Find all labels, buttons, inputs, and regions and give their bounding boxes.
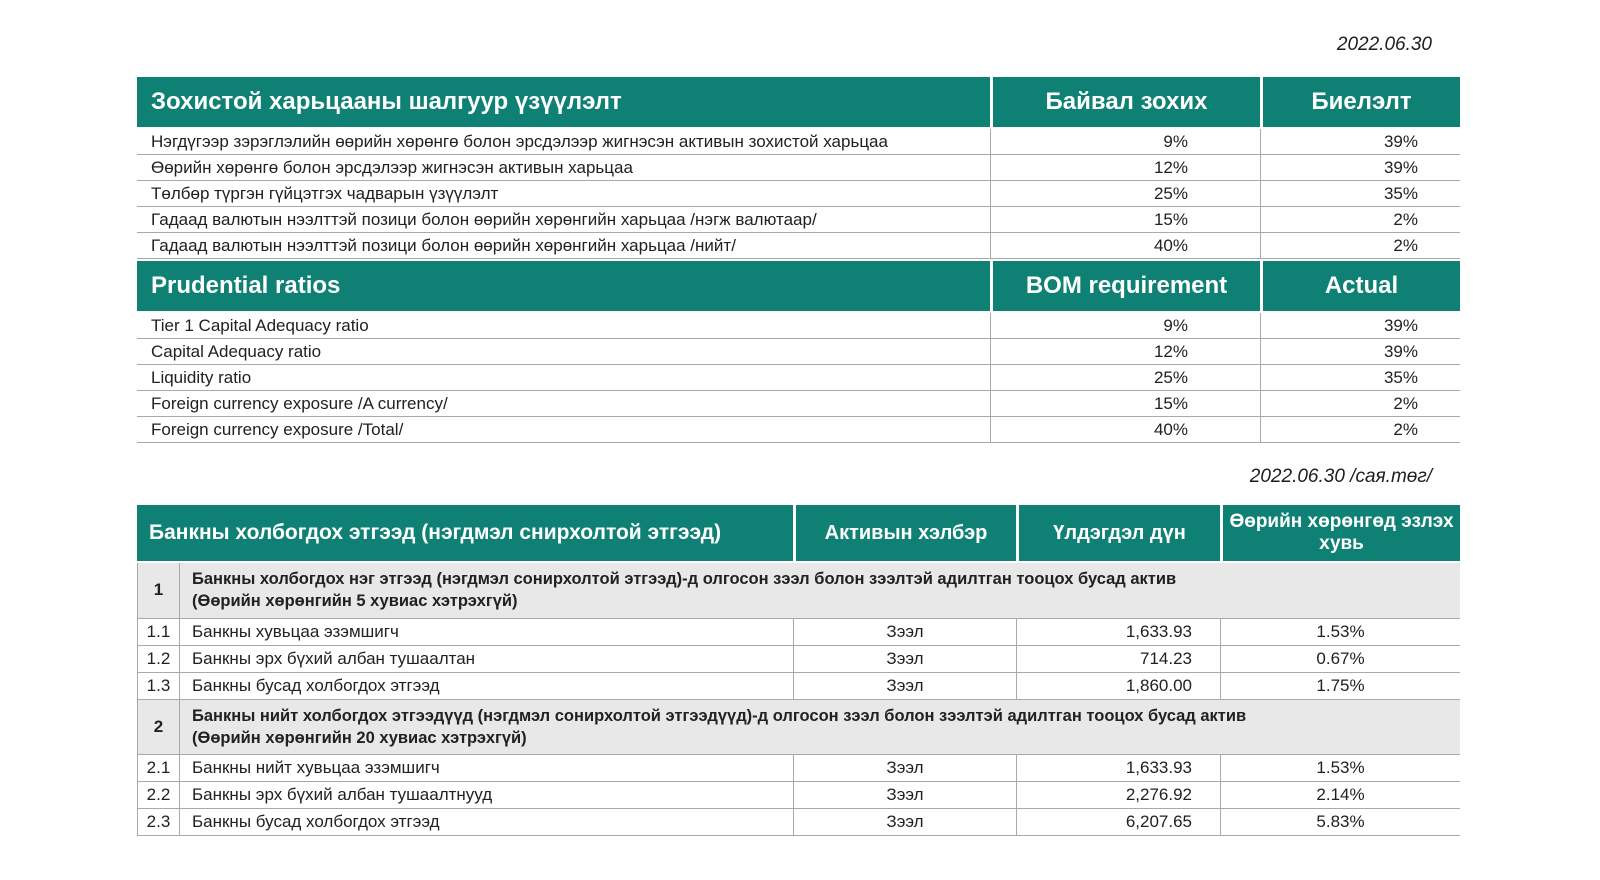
table-row	[137, 207, 1460, 233]
table-row	[137, 619, 1460, 646]
group-title	[180, 700, 1460, 756]
asset-type: Зээл	[793, 755, 1016, 782]
table-row	[137, 809, 1460, 836]
table-row	[137, 155, 1460, 181]
actual-value: 2%	[1260, 233, 1460, 259]
asset-type: Зээл	[793, 782, 1016, 809]
ratio-label: Гадаад валютын нээлттэй позици болон өөрийн хөрөнгийн харьцаа /нэгж валютаар/	[137, 207, 990, 233]
column-header-balance: Үлдэгдэл дүн	[1016, 503, 1220, 563]
actual-value: 2%	[1260, 417, 1460, 443]
row-number: 1.2	[137, 646, 180, 673]
column-header-actual-en: Actual	[1260, 259, 1460, 313]
required-value: 12%	[990, 155, 1260, 181]
table-row	[137, 391, 1460, 417]
group-number: 2	[137, 700, 180, 756]
party-label: Банкны нийт хувьцаа эзэмшигч	[180, 755, 793, 782]
table-header-row	[137, 503, 1460, 563]
balance-amount: 1,633.93	[1016, 619, 1220, 646]
required-value: 25%	[990, 365, 1260, 391]
ratio-label: Өөрийн хөрөнгө болон эрсдэлээр жигнэсэн активын харьцаа	[137, 155, 990, 181]
asset-type: Зээл	[793, 673, 1016, 700]
ratio-label: Нэгдүгээр зэрэглэлийн өөрийн хөрөнгө болон эрсдэлээр жигнэсэн активын зохистой харьцаа	[137, 129, 990, 155]
party-label: Банкны эрх бүхий албан тушаалтан	[180, 646, 793, 673]
equity-share: 0.67%	[1220, 646, 1460, 673]
required-value: 15%	[990, 391, 1260, 417]
table-header-row	[137, 259, 1460, 313]
row-number: 1.3	[137, 673, 180, 700]
table-row	[137, 339, 1460, 365]
equity-share: 1.75%	[1220, 673, 1460, 700]
actual-value: 2%	[1260, 207, 1460, 233]
column-header-actual-mn: Биелэлт	[1260, 75, 1460, 129]
table-row	[137, 673, 1460, 700]
ratio-label: Foreign currency exposure /A currency/	[137, 391, 990, 417]
group-row	[137, 700, 1460, 756]
ratio-label: Гадаад валютын нээлттэй позици болон өөрийн хөрөнгийн харьцаа /нийт/	[137, 233, 990, 259]
ratio-label: Liquidity ratio	[137, 365, 990, 391]
row-number: 2.1	[137, 755, 180, 782]
asset-type: Зээл	[793, 809, 1016, 836]
related-party-title: Банкны холбогдох этгээд (нэгдмэл снирхолтой этгээд)	[137, 503, 793, 563]
table-row	[137, 233, 1460, 259]
row-number: 2.3	[137, 809, 180, 836]
balance-amount: 6,207.65	[1016, 809, 1220, 836]
row-number: 2.2	[137, 782, 180, 809]
row-number: 1.1	[137, 619, 180, 646]
required-value: 25%	[990, 181, 1260, 207]
required-value: 40%	[990, 233, 1260, 259]
required-value: 40%	[990, 417, 1260, 443]
group-number: 1	[137, 563, 180, 619]
balance-amount: 714.23	[1016, 646, 1220, 673]
party-label: Банкны хувьцаа эзэмшигч	[180, 619, 793, 646]
prudential-ratios-table	[137, 75, 1460, 443]
group-title	[180, 563, 1460, 619]
table-row	[137, 782, 1460, 809]
group-title-line2: (Өөрийн хөрөнгийн 5 хувиас хэтрэхгүй)	[192, 592, 518, 611]
asset-type: Зээл	[793, 619, 1016, 646]
column-header-equity-share: Өөрийн хөрөнгөд эзлэх хувь	[1220, 503, 1460, 563]
group-title-line2: (Өөрийн хөрөнгийн 20 хувиас хэтрэхгүй)	[192, 728, 527, 747]
ratio-label: Tier 1 Capital Adequacy ratio	[137, 313, 990, 339]
related-party-table	[137, 503, 1460, 836]
actual-value: 35%	[1260, 181, 1460, 207]
table-row	[137, 181, 1460, 207]
column-header-required-mn: Байвал зохих	[990, 75, 1260, 129]
equity-share: 1.53%	[1220, 755, 1460, 782]
balance-amount: 1,633.93	[1016, 755, 1220, 782]
table-row	[137, 755, 1460, 782]
group-title-line1: Банкны нийт холбогдох этгээдүүд (нэгдмэл сонирхолтой этгээдүүд)-д олгосон зээл болон зээлтэй адилтган тооцох бусад актив	[192, 706, 1247, 725]
table-row	[137, 365, 1460, 391]
equity-share: 2.14%	[1220, 782, 1460, 809]
balance-amount: 2,276.92	[1016, 782, 1220, 809]
required-value: 15%	[990, 207, 1260, 233]
required-value: 9%	[990, 129, 1260, 155]
actual-value: 39%	[1260, 339, 1460, 365]
report-date: 2022.06.30	[1336, 34, 1432, 55]
asset-type: Зээл	[793, 646, 1016, 673]
actual-value: 39%	[1260, 313, 1460, 339]
table-row	[137, 129, 1460, 155]
column-header-required-en: BOM requirement	[990, 259, 1260, 313]
balance-amount: 1,860.00	[1016, 673, 1220, 700]
party-label: Банкны эрх бүхий албан тушаалтнууд	[180, 782, 793, 809]
section-title-mn: Зохистой харьцааны шалгуур үзүүлэлт	[137, 75, 990, 129]
group-title-line1: Банкны холбогдох нэг этгээд (нэгдмэл сонирхолтой этгээд)-д олгосон зээл болон зээлтэй адилтган тооцох бусад актив	[192, 570, 1177, 588]
report-date-with-unit: 2022.06.30 /сая.төг/	[1249, 466, 1432, 487]
required-value: 9%	[990, 313, 1260, 339]
table-row	[137, 313, 1460, 339]
equity-share: 5.83%	[1220, 809, 1460, 836]
ratio-label: Төлбөр түргэн гүйцэтгэх чадварын үзүүлэлт	[137, 181, 990, 207]
table-row	[137, 417, 1460, 443]
actual-value: 39%	[1260, 129, 1460, 155]
party-label: Банкны бусад холбогдох этгээд	[180, 673, 793, 700]
table-row	[137, 646, 1460, 673]
actual-value: 39%	[1260, 155, 1460, 181]
required-value: 12%	[990, 339, 1260, 365]
group-row	[137, 563, 1460, 619]
section-title-en: Prudential ratios	[137, 259, 990, 313]
party-label: Банкны бусад холбогдох этгээд	[180, 809, 793, 836]
actual-value: 35%	[1260, 365, 1460, 391]
equity-share: 1.53%	[1220, 619, 1460, 646]
column-header-asset-type: Активын хэлбэр	[793, 503, 1016, 563]
table-header-row	[137, 75, 1460, 129]
actual-value: 2%	[1260, 391, 1460, 417]
ratio-label: Foreign currency exposure /Total/	[137, 417, 990, 443]
ratio-label: Capital Adequacy ratio	[137, 339, 990, 365]
